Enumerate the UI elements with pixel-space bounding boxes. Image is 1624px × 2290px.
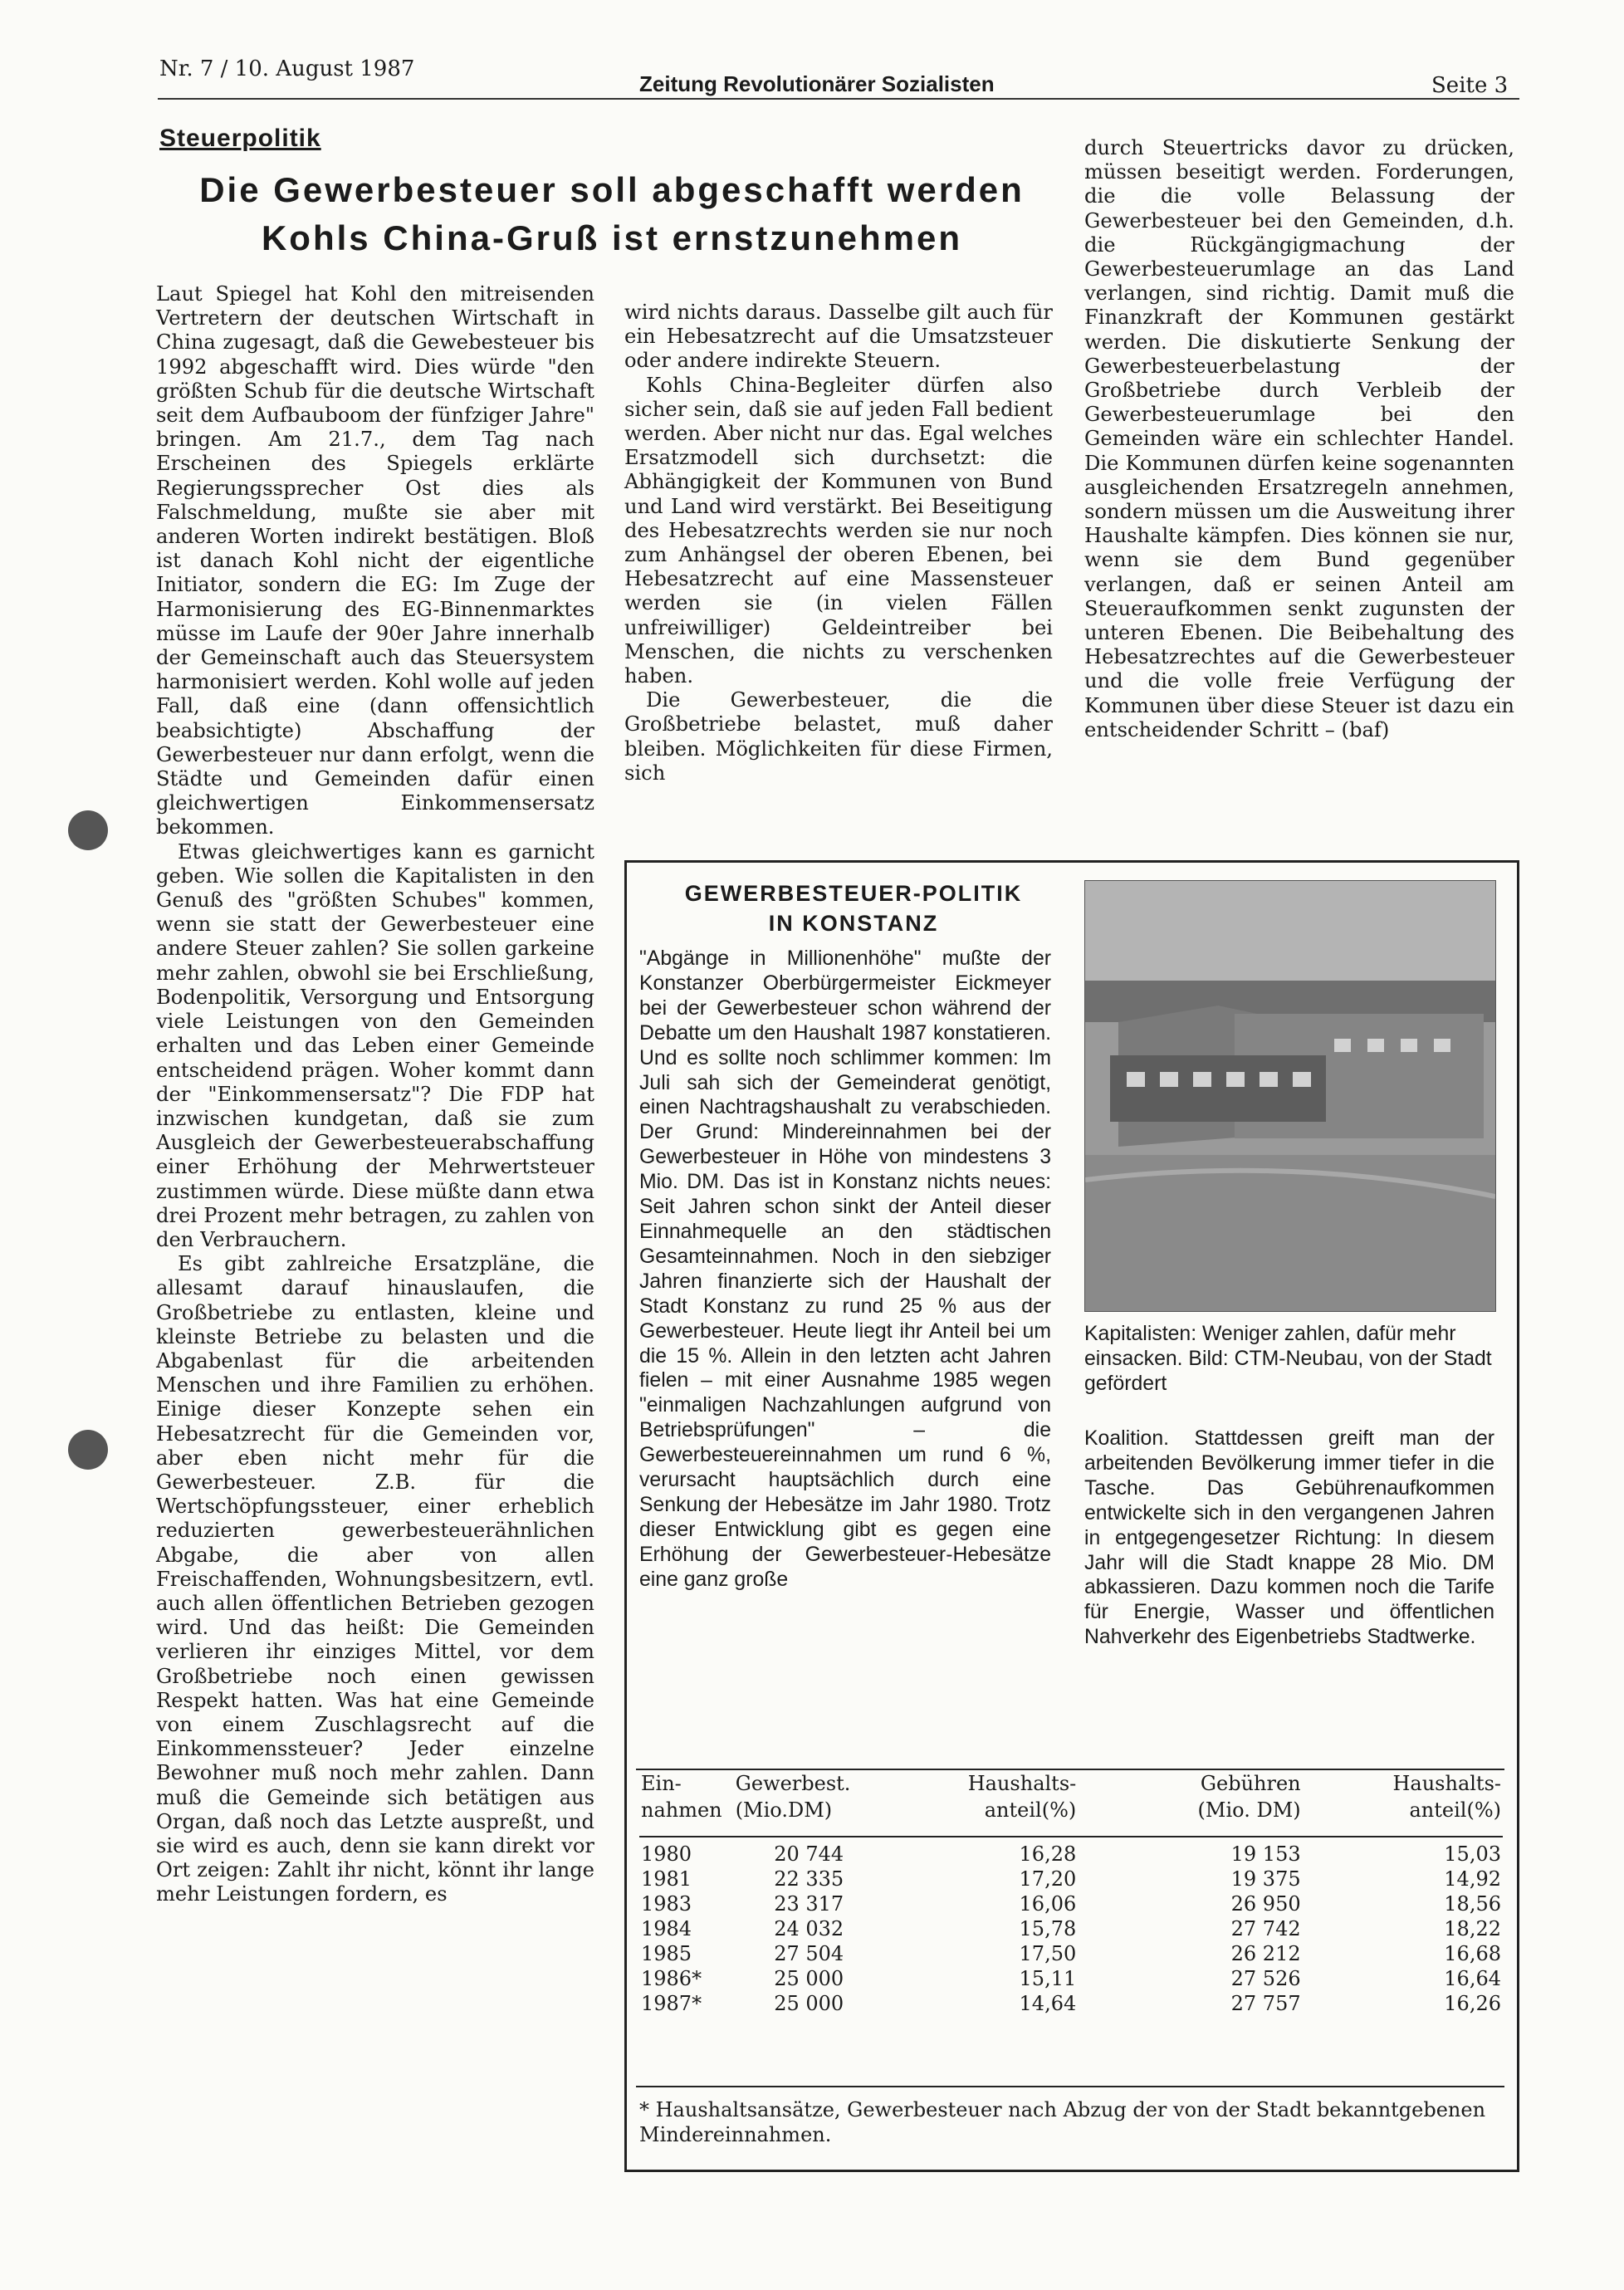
table-cell: 16,68 — [1444, 1942, 1501, 1965]
paragraph: Etwas gleichwertiges kann es garnicht geben. Wie sollen die Kapitalisten in den Genuß des "größten Schubes" kommen, wenn sie statt der Gewerbesteuer eine andere Steuer zahlen? Sie sollen garkeine mehr zahlen, obwohl sie bei Erschließung, Bodenpolitik, Versorgung und Entsorgung viele Leistungen von den Gemeinden erhalten und das Leben einer Gemeinde entscheidend prägen. Woher kommt dann der "Einkommensersatz"? Die FDP hat inzwischen kundgetan, daß sie zum Ausgleich der Gewerbesteuerabschaffung einer Erhöhung der Mehrwertsteuer zustimmen würde. Diese müßte dann etwa drei Prozent mehr betragen, zu zahlen von den Verbrauchern. — [156, 839, 594, 1251]
table-cell: 19 375 — [1230, 1867, 1301, 1891]
paragraph: Es gibt zahlreiche Ersatzpläne, die allesamt darauf hinauslaufen, die Großbetriebe zu entlasten, kleine und kleinste Betriebe zu belasten und die Abgabenlast für die arbeitenden Menschen und ihre Familien zu erhöhen. Einige dieser Konzepte sehen ein Hebesatzrecht für die Gemeinden vor, aber eben nicht mehr für die Gewerbesteuer. Z.B. für die Wertschöpfungssteuer, einer erheblich reduzierten gewerbesteuerähnlichen Abgabe, die aber von allen Freischaffenden, Wohnungsbesitzern, evtl. auch allen öffentlichen Betrieben gezogen wird. Und das heißt: Die Gemeinden verlieren ihr einziges Mittel, vor dem Großbetriebe noch einen gewissen Respekt hatten. Was hat eine Gemeinde von einem Zuschlagsrecht auf die Einkommenssteuer? Jeder einzelne Bewohner muß noch mehr zahlen. Dann muß die Gemeinde sich betätigen aus Organ, daß noch das Letzte auspreßt, und sie wird es auch, denn sie kann direkt vor Ort zeigen: Zahlt ihr nicht, könnt ihr lange mehr Leistungen fordern, es — [156, 1252, 594, 1906]
table-cell: 18,56 — [1444, 1892, 1501, 1916]
paragraph: wird nichts daraus. Dasselbe gilt auch für ein Hebesatzrecht auf die Umsatzsteuer oder andere indirekte Steuern. — [624, 301, 1053, 373]
table-footnote: * Haushaltsansätze, Gewerbesteuer nach Abzug der von der Stadt bekanntgebenen Mindereinnahmen. — [639, 2098, 1486, 2146]
table-cell: 25 000 — [774, 1992, 844, 2015]
table-row — [639, 1966, 1503, 1991]
paragraph: Die Gewerbesteuer, die die Großbetriebe belastet, muß daher bleiben. Möglichkeiten für diese Firmen, sich — [624, 688, 1053, 785]
caption-text: Kapitalisten: Weniger zahlen, dafür mehr einsacken. Bild: CTM-Neubau, von der Stadt gefördert — [1084, 1323, 1492, 1395]
table-row — [639, 1867, 1503, 1891]
table-cell: 1987* — [641, 1992, 702, 2015]
table-cell: 14,64 — [1019, 1992, 1077, 2015]
table-row — [639, 1991, 1503, 2016]
table-body — [639, 1842, 1503, 2016]
table-cell: 16,26 — [1444, 1992, 1501, 2015]
table-cell: 16,64 — [1444, 1967, 1501, 1990]
table-cell: 1983 — [641, 1892, 692, 1916]
column-header: Haushalts- anteil(%) — [967, 1772, 1077, 1822]
table-cell: 15,03 — [1444, 1842, 1501, 1866]
paragraph: Kohls China-Begleiter dürfen also sicher sein, daß sie auf jeden Fall bedient werden. Aber nicht nur das. Egal welches Ersatzmodell sich durchsetzt: die Abhängigkeit der Kommunen von Bund und Land wird verstärkt. Bei Beseitigung des Hebesatzrechts werden sie nur noch zum Anhängsel der oberen Ebenen, bei Hebesatzrecht auf eine Massensteuer werden sie (in vielen Fällen unfreiwilliger) Geldeintreiber bei Menschen, die nichts zu verschenken haben. — [624, 373, 1053, 688]
table-cell: 17,20 — [1019, 1867, 1077, 1891]
article-column-3 — [1084, 136, 1514, 742]
punch-hole — [68, 810, 108, 850]
table-row — [639, 1842, 1503, 1867]
building-photo — [1084, 880, 1496, 1312]
table-cell: 24 032 — [774, 1917, 844, 1940]
table-cell: 1980 — [641, 1842, 692, 1866]
table-cell: 1984 — [641, 1917, 692, 1940]
sidebar-title-line-2: IN KONSTANZ — [768, 911, 939, 936]
paragraph: Koalition. Stattdessen greift man der arbeitenden Bevölkerung immer tiefer in die Tasche. Das Gebührenaufkommen entwickelte sich in den vergangenen Jahren in entgegengesetzer Richtung: In diesem Jahr will die Stadt knappe 28 Mio. DM abkassieren. Dazu kommen noch die Tarife für Energie, Wasser und öffentlichen Nahverkehr des Eigenbetriebs Stadtwerke. — [1084, 1427, 1494, 1649]
article-column-2 — [624, 301, 1053, 785]
table-cell: 14,92 — [1444, 1867, 1501, 1891]
table-cell: 20 744 — [774, 1842, 844, 1866]
table-cell: 1985 — [641, 1942, 692, 1965]
table-cell: 27 504 — [774, 1942, 844, 1965]
table-top-rule — [636, 1769, 1504, 1770]
table-cell: 1986* — [641, 1967, 702, 1990]
table-cell: 15,11 — [1019, 1967, 1077, 1990]
table-cell: 15,78 — [1019, 1917, 1077, 1940]
table-rule — [639, 1836, 1503, 1837]
table-cell: 16,06 — [1019, 1892, 1077, 1916]
paragraph: Laut Spiegel hat Kohl den mitreisenden Vertretern der deutschen Wirtschaft in China zugesagt, daß die Gewebesteuer bis 1992 abgeschafft wird. Dies würde "den größten Schub für die deutsche Wirtschaft seit dem Aufbauboom der fünfziger Jahre" bringen. Am 21.7., dem Tag nach Erscheinen des Spiegels erklärte Regierungssprecher Ost dies als Falschmeldung, mußte sie aber mit anderen Worten indirekt bestätigen. Bloß ist danach Kohl nicht der eigentliche Initiator, sondern die EG: Im Zuge der Harmonisierung des EG-Binnenmarktes müsse im Laufe der 90er Jahre innerhalb der Gemeinschaft auch das Steuersystem harmonisiert werden. Kohl wolle auf jeden Fall, daß eine (dann offensichtlich beabsichtigte) Abschaffung der Gewerbesteuer nur dann erfolgt, wenn die Städte und Gemeinden dafür einen gleichwertigen Einkommensersatz bekommen. — [156, 282, 594, 839]
table-row — [639, 1891, 1503, 1916]
newspaper-name: Zeitung Revolutionärer Sozialisten — [639, 71, 995, 96]
sidebar-text — [639, 947, 1051, 1593]
issue-date: Nr. 7 / 10. August 1987 — [159, 56, 415, 81]
tax-revenue-table — [639, 1770, 1503, 2016]
table-cell: 27 526 — [1230, 1967, 1301, 1990]
paragraph: "Abgänge in Millionenhöhe" mußte der Konstanzer Oberbürgermeister Eickmeyer bei der Gewerbesteuer schon während der Debatte um den Haushalt 1987 konstatieren. Und es sollte noch schlimmer kommen: Im Juli sah sich der Gemeinderat genötigt, einen Nachtragshaushalt zu verabschieden. Der Grund: Mindereinnahmen bei der Gewerbesteuer in Höhe von mindestens 3 Mio. DM. Das ist in Konstanz nichts neues: Seit Jahren schon sinkt der Anteil dieser Einnahmequelle an den städtischen Gesamteinnahmen. Noch in den siebziger Jahren finanzierte sich der Haushalt der Stadt Konstanz zu rund 25 % aus der Gewerbesteuer. Heute liegt ihr Anteil bei um die 15 %. Allein in den letzten acht Jahren fielen – mit einer Ausnahme 1985 wegen "einmaligen Nachzahlungen aufgrund von Betriebsprüfungen" – die Gewerbesteuereinnahmen um rund 6 %, verursacht hauptsächlich durch eine Senkung der Hebesätze im Jahr 1980. Trotz dieser Entwicklung gibt es gegen eine Erhöhung der Gewerbesteuer-Hebesätze eine ganz große — [639, 947, 1051, 1591]
section-kicker: Steuerpolitik — [159, 125, 321, 152]
column-header: Haushalts- anteil(%) — [1392, 1772, 1501, 1822]
table-cell: 16,28 — [1019, 1842, 1077, 1866]
article-column-1 — [156, 282, 594, 1907]
table-cell: 22 335 — [774, 1867, 844, 1891]
table-row — [639, 1941, 1503, 1966]
building-illustration — [1085, 881, 1495, 1311]
table-cell: 23 317 — [774, 1892, 844, 1916]
headline-line-2: Kohls China-Gruß ist ernstzunehmen — [261, 218, 963, 257]
table-cell: 25 000 — [774, 1967, 844, 1990]
column-header: Gewerbest. (Mio.DM) — [735, 1772, 851, 1822]
page-number: Seite 3 — [1431, 73, 1509, 98]
table-cell: 18,22 — [1444, 1917, 1501, 1940]
table-bottom-rule — [636, 2086, 1504, 2087]
column-header: Ein- nahmen — [641, 1772, 722, 1822]
sidebar-title-line-1: GEWERBESTEUER-POLITIK — [684, 881, 1023, 906]
photo-caption — [1084, 1322, 1494, 1397]
table-cell: 27 757 — [1230, 1992, 1301, 2015]
table-cell: 17,50 — [1019, 1942, 1077, 1965]
table-cell: 26 212 — [1230, 1942, 1301, 1965]
punch-hole — [68, 1430, 108, 1470]
sidebar-text-right — [1084, 1426, 1494, 1650]
table-cell: 27 742 — [1230, 1917, 1301, 1940]
header-rule — [158, 98, 1519, 100]
column-header: Gebühren (Mio. DM) — [1197, 1772, 1301, 1822]
table-cell: 26 950 — [1230, 1892, 1301, 1916]
table-cell: 1981 — [641, 1867, 692, 1891]
paragraph: durch Steuertricks davor zu drücken, müssen beseitigt werden. Forderungen, die die volle Belassung der Gewerbesteuer bei den Gemeinden, d.h. die Rückgängigmachung der Gewerbesteuerumlage an das Land verlangen, sind richtig. Damit muß die Finanzkraft der Kommunen gestärkt werden. Die diskutierte Senkung der Gewerbesteuerbelastung der Großbetriebe durch Verbleib der Gewerbesteuerumlage bei den Gemeinden wäre ein schlechter Handel. Die Kommunen dürfen keine sogenannten ausgleichenden Ersatzregeln annehmen, sondern müssen um die Ausweitung ihrer Haushalte kämpfen. Dies können sie nur, wenn sie dem Bund gegenüber verlangen, daß er seinen Anteil am Steueraufkommen senkt zugunsten der unteren Ebenen. Die Beibehaltung des Hebesatzrechtes auf die Gewerbesteuer und die volle freie Verfügung der Kommunen über diese Steuer ist dazu ein entscheidender Schritt – (baf) — [1084, 136, 1514, 741]
article-headline — [159, 166, 1064, 262]
sidebar-title — [639, 878, 1068, 938]
headline-line-1: Die Gewerbesteuer soll abgeschafft werden — [199, 170, 1025, 209]
table-header-row — [639, 1770, 1503, 1823]
table-cell: 19 153 — [1230, 1842, 1301, 1866]
table-row — [639, 1916, 1503, 1941]
